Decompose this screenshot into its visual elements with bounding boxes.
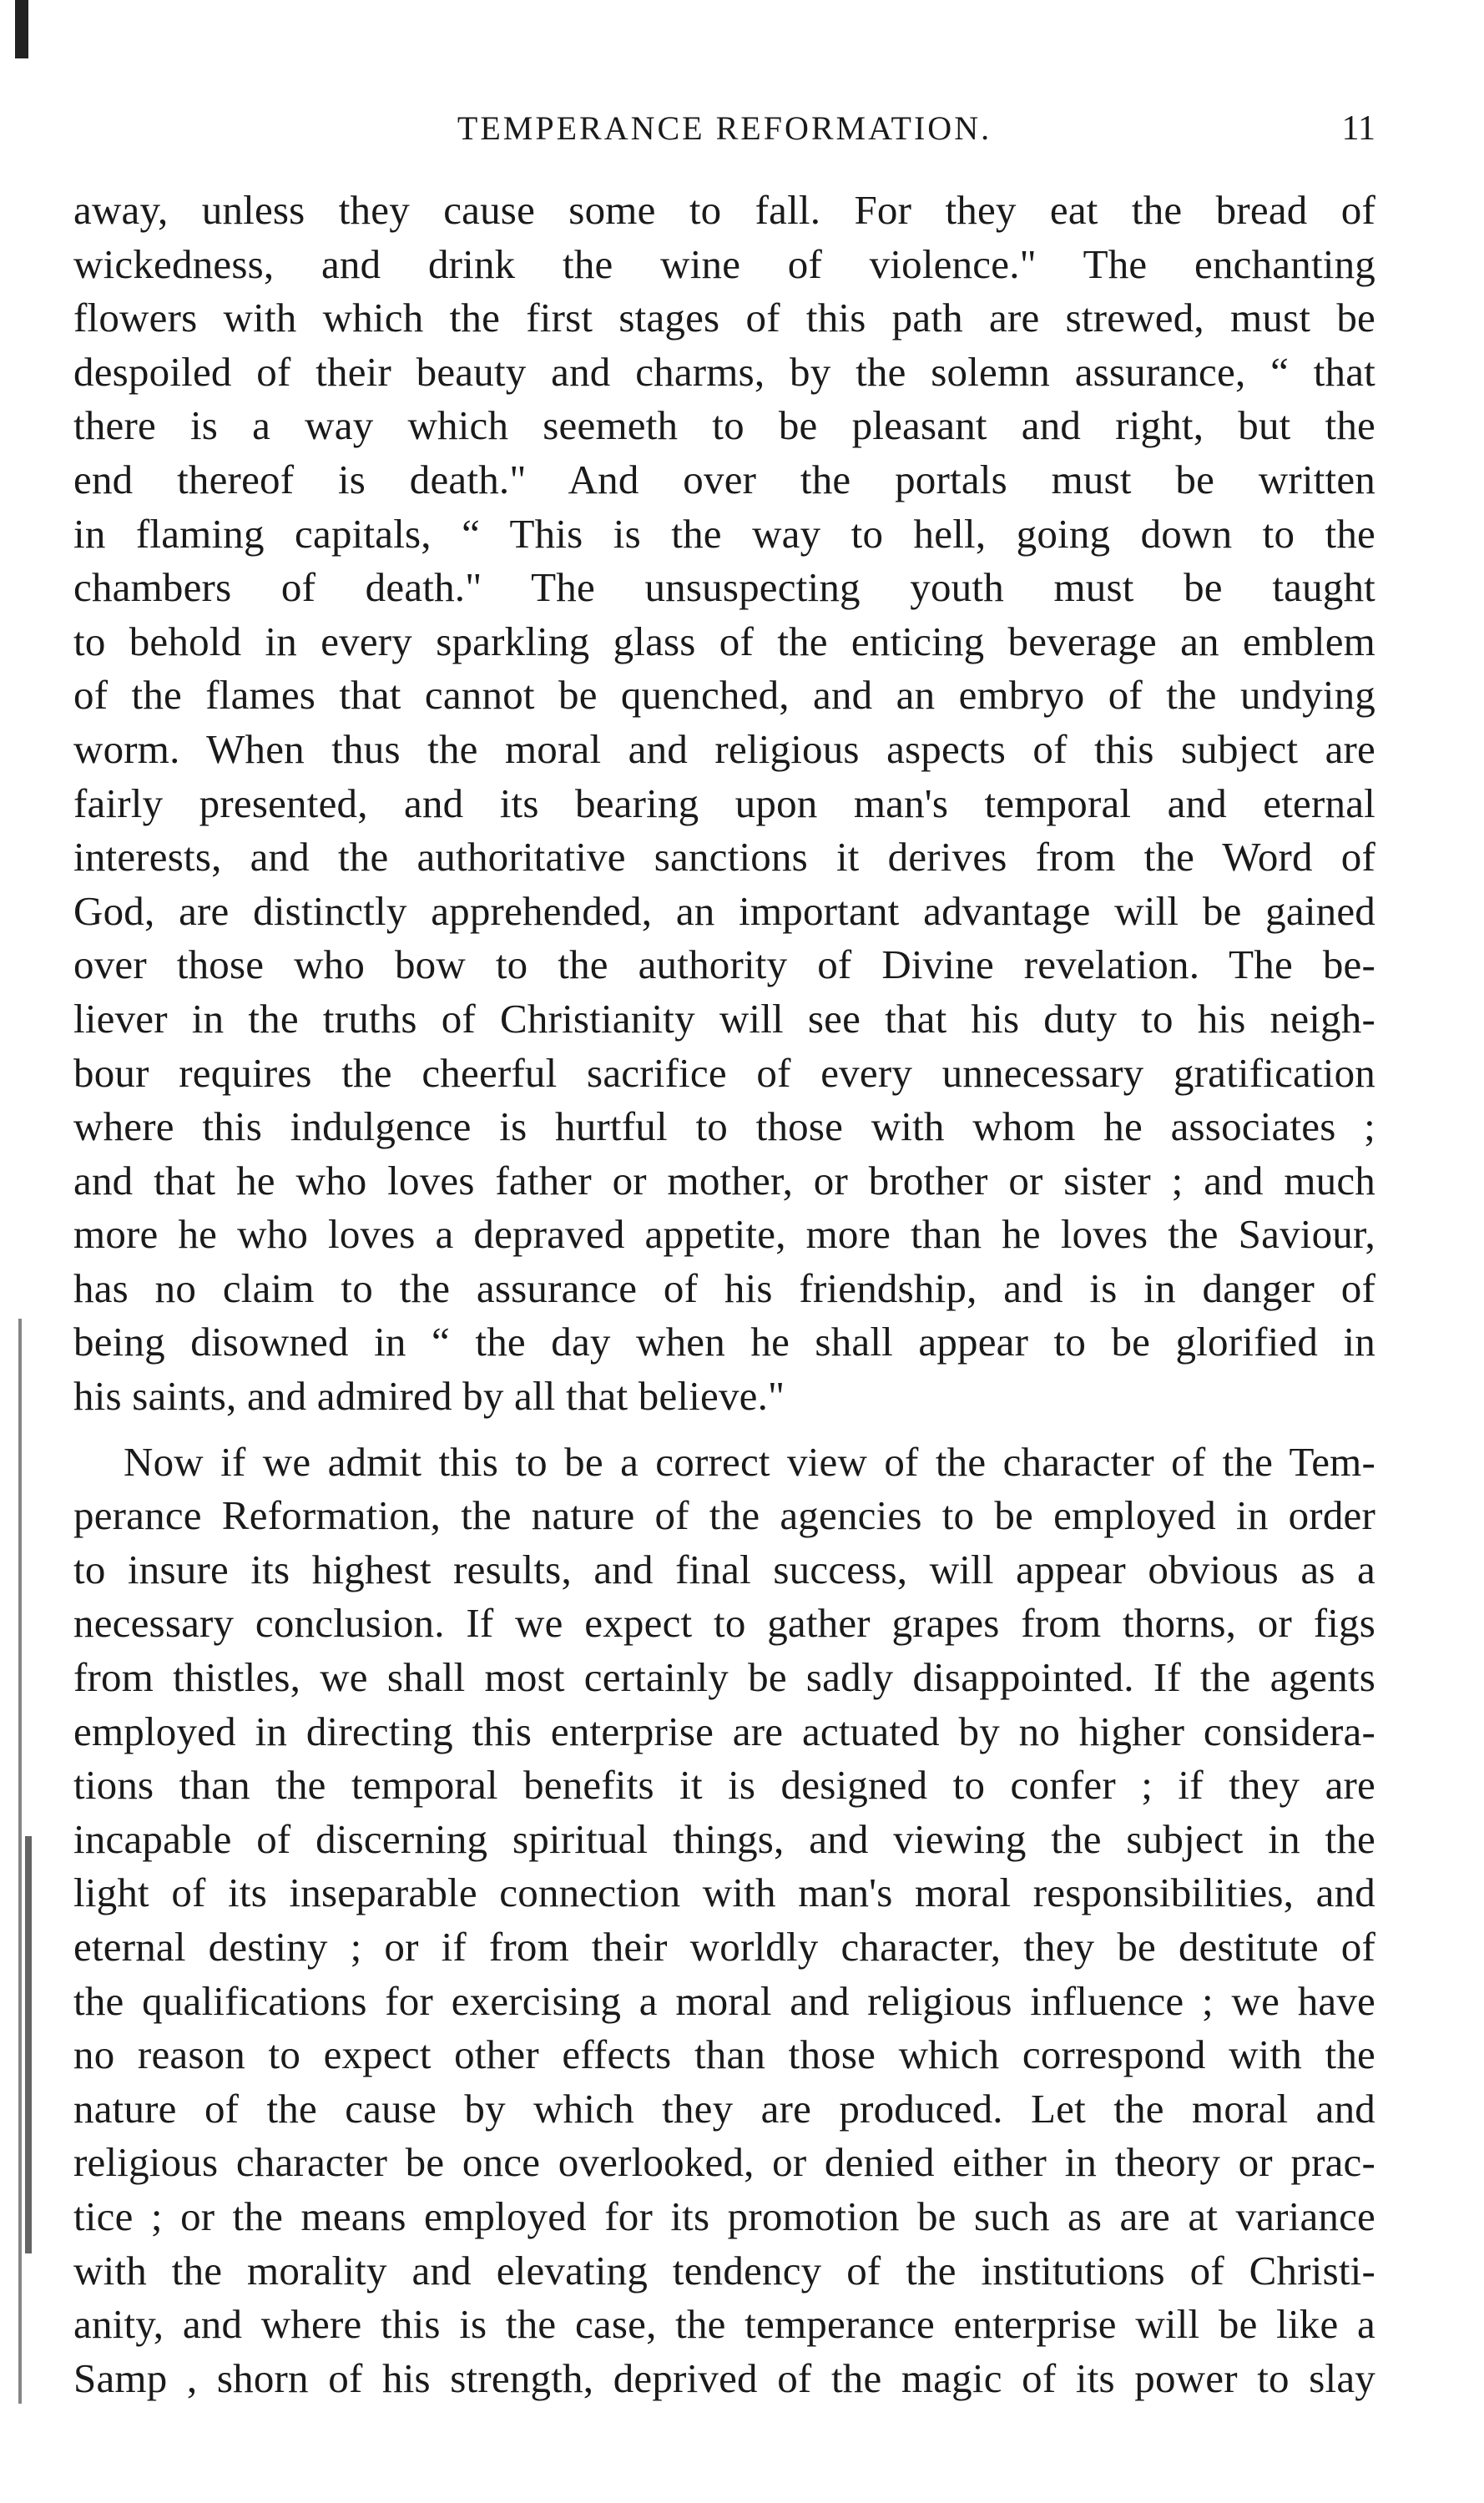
text-line: perance Reformation, the nature of the agencies to be employed in order: [73, 1492, 1375, 1539]
text-line: tice ; or the means employed for its promotion be such as are at variance: [73, 2193, 1375, 2239]
text-line: has no claim to the assurance of his friendship, and is in danger of: [73, 1264, 1375, 1311]
text-line: flowers with which the first stages of this path are strewed, must be: [73, 295, 1375, 341]
page-header: [73, 108, 1375, 159]
scan-edge-mark: [18, 1319, 22, 2404]
text-line: light of its inseparable connection with man's moral responsibilities, and: [73, 1870, 1375, 1916]
text-line: employed in directing this enterprise are actuated by no higher considera-: [73, 1708, 1375, 1754]
text-line: more he who loves a depraved appetite, more than he loves the Saviour,: [73, 1211, 1375, 1258]
text-line: no reason to expect other effects than those which correspond with the: [73, 2031, 1375, 2078]
text-line: being disowned in “ the day when he shall appear to be glorified in: [73, 1319, 1375, 1365]
text-line: to behold in every sparkling glass of the enticing beverage an emblem: [73, 618, 1375, 664]
text-line: from thistles, we shall most certainly be sadly disappointed. If the agents: [73, 1654, 1375, 1701]
text-line: chambers of death." The unsuspecting youth must be taught: [73, 564, 1375, 611]
text-line: eternal destiny ; or if from their worldly character, they be destitute of: [73, 1924, 1375, 1970]
text-line: necessary conclusion. If we expect to gather grapes from thorns, or figs: [73, 1600, 1375, 1647]
text-line: incapable of discerning spiritual things, and viewing the subject in the: [73, 1815, 1375, 1862]
text-line: liever in the truths of Christianity will see that his duty to his neigh-: [73, 995, 1375, 1042]
text-line: religious character be once overlooked, or denied either in theory or prac-: [73, 2139, 1375, 2186]
paragraph: [73, 1436, 1375, 2406]
text-line: despoiled of their beauty and charms, by the solemn assurance, “ that: [73, 348, 1375, 395]
text-line: Samp , shorn of his strength, deprived of the magic of its power to slay: [73, 2354, 1375, 2401]
text-line: wickedness, and drink the wine of violence." The enchanting: [73, 240, 1375, 287]
text-line: fairly presented, and its bearing upon man's temporal and eternal: [73, 780, 1375, 826]
text-line: with the morality and elevating tendency of the institutions of Christi-: [73, 2247, 1375, 2294]
text-line: nature of the cause by which they are produced. Let the moral and: [73, 2085, 1375, 2132]
text-line: end thereof is death." And over the portals must be written: [73, 456, 1375, 502]
text-line: and that he who loves father or mother, or brother or sister ; and much: [73, 1157, 1375, 1204]
paragraph-gap: [73, 1424, 1375, 1436]
text-line: interests, and the authoritative sanctions it derives from the Word of: [73, 834, 1375, 881]
text-line: where this indulgence is hurtful to those with whom he associates ;: [73, 1103, 1375, 1150]
page-number: 11: [1341, 109, 1375, 148]
text-line: to insure its highest results, and final success, will appear obvious as a: [73, 1546, 1375, 1592]
scan-edge-mark: [25, 1836, 32, 2253]
text-line: the qualifications for exercising a moral and religious influence ; we have: [73, 1977, 1375, 2024]
text-line: his saints, and admired by all that believe.": [73, 1373, 785, 1420]
body-text: [73, 184, 1375, 2405]
text-line: tions than the temporal benefits it is designed to confer ; if they are: [73, 1762, 1375, 1809]
scan-edge-mark: [15, 0, 28, 58]
running-head: TEMPERANCE REFORMATION.: [457, 109, 992, 147]
text-line: there is a way which seemeth to be pleasant and right, but the: [73, 402, 1375, 449]
text-line: of the flames that cannot be quenched, and an embryo of the undying: [73, 672, 1375, 719]
paragraph: [73, 184, 1375, 1424]
text-line: in flaming capitals, “ This is the way to hell, going down to the: [73, 510, 1375, 557]
text-line: over those who bow to the authority of Divine revelation. The be-: [73, 941, 1375, 988]
text-line: God, are distinctly apprehended, an important advantage will be gained: [73, 887, 1375, 934]
text-line: bour requires the cheerful sacrifice of every unnecessary gratification: [73, 1049, 1375, 1096]
text-line: worm. When thus the moral and religious aspects of this subject are: [73, 725, 1375, 772]
text-line: anity, and where this is the case, the temperance enterprise will be like a: [73, 2301, 1375, 2348]
text-line: Now if we admit this to be a correct view of the character of the Tem-: [124, 1438, 1375, 1485]
text-line: away, unless they cause some to fall. For they eat the bread of: [73, 187, 1375, 233]
